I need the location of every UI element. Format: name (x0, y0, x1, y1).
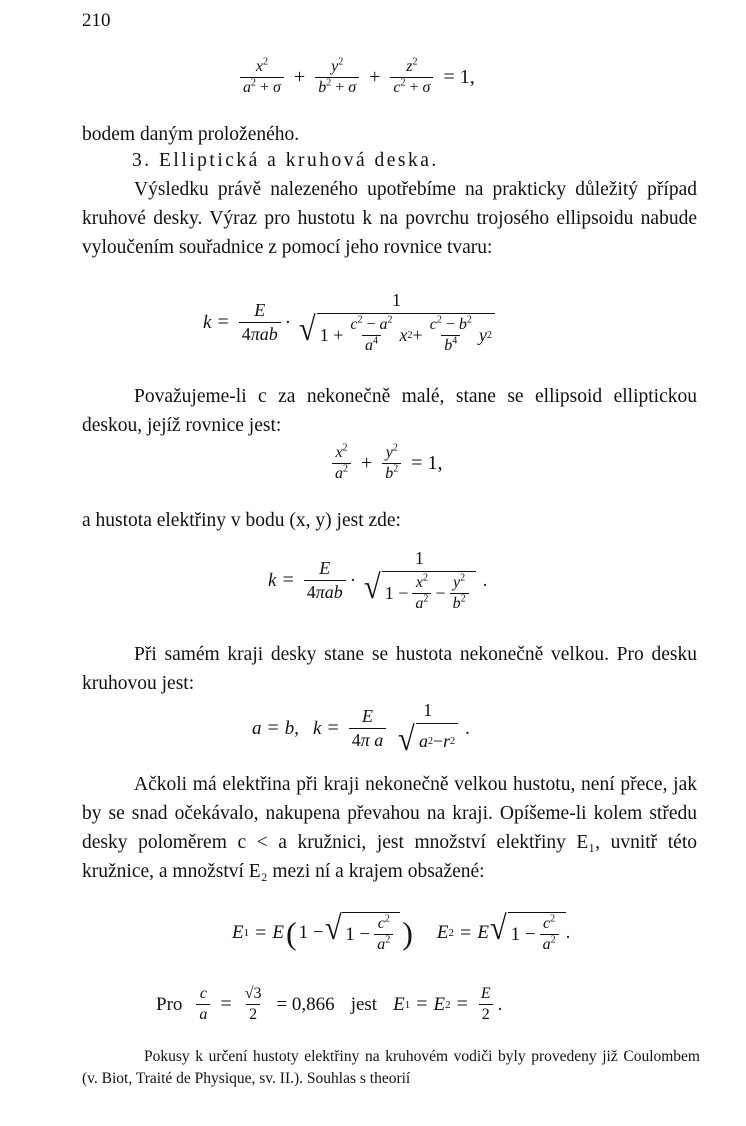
equation-circular-disk: a = b , k = $\frac{E}{\text{4π a}}$ 1 √ a 2 − r 2 . (252, 700, 470, 758)
equation-density-disk: k = $\frac{E}{\text{4πab}}$ · 1 √ 1 − $\frac{x^2}{a^2}$ − $\frac{y^2}{b^2}$ . (268, 548, 488, 612)
equation-equal-charges: Pro $\frac{c}{a}$ = $\frac{√3}{2}$ = 0,866 jest E 1 = E 2 = $\frac{E}{2}$ . (156, 985, 503, 1023)
equation-charges: E 1 = E ( 1 − √ 1 − $\frac{c^2}{a^2}$ ) E 2 = E √ 1 − $\frac{c^2}{a^2}$ . (232, 910, 571, 953)
paragraph-1: Výsledku právě nalezeného upotřebíme na prakticky důležitý případ kruhové desky. Výraz pro hustotu k na povrchu trojosého ellipsoidu nabude vyloučením souřadnice z pomocí jeho rovnice tvaru: (82, 179, 697, 258)
paragraph-3: a hustota elektřiny v bodu (x, y) jest zde: (82, 510, 401, 531)
text-line: bodem daným proloženého. (82, 124, 300, 145)
footnote-text: Pokusy k určení hustoty elektřiny na kruhovém vodiči byly provedeny již Coulombem (v. Biot, Traité de Physique, sv. II.). Souhlas s theorií (82, 1048, 700, 1087)
equation-density-ellipsoid: k = $\frac{E}{\text{4πab}}$ · 1 √ 1 + $\frac{c^2 - a^2}{a^4}$ x 2 + $\frac{c^2 - b^2}{b^4}$ y 2 (203, 290, 502, 355)
page-number: 210 (82, 10, 111, 31)
paragraph-5: Ačkoli má elektřina při kraji nekonečně velkou hustotu, není přece, jak by se snad očekávalo, nakupena převahou na kraji. Opíšeme-li kolem středu desky poloměrem c < a kružnici, jest množství elektřiny E₁, uvnitř této kružnice, a množství E₂ mezi ní a krajem obsažené: (82, 774, 697, 882)
equation-elliptic-disk: $\frac{x^2}{a^2}$ + $\frac{y^2}{b^2}$ = 1, (328, 444, 449, 483)
equation-ellipsoid-confocal: $\frac{x^2}{a^2 + \sigma}$ + $\frac{y^2}{b^2 + \sigma}$ + $\frac{z^2}{c^2 + \sigma}$ = 1, (236, 58, 481, 97)
section-heading: 3. Elliptická a kruhová deska. (132, 150, 439, 171)
paragraph-2: Považujeme-li c za nekonečně malé, stane se ellipsoid elliptickou deskou, jejíž rovnice jest: (82, 386, 697, 436)
paragraph-4: Při samém kraji desky stane se hustota nekonečně velkou. Pro desku kruhovou jest: (82, 644, 697, 694)
